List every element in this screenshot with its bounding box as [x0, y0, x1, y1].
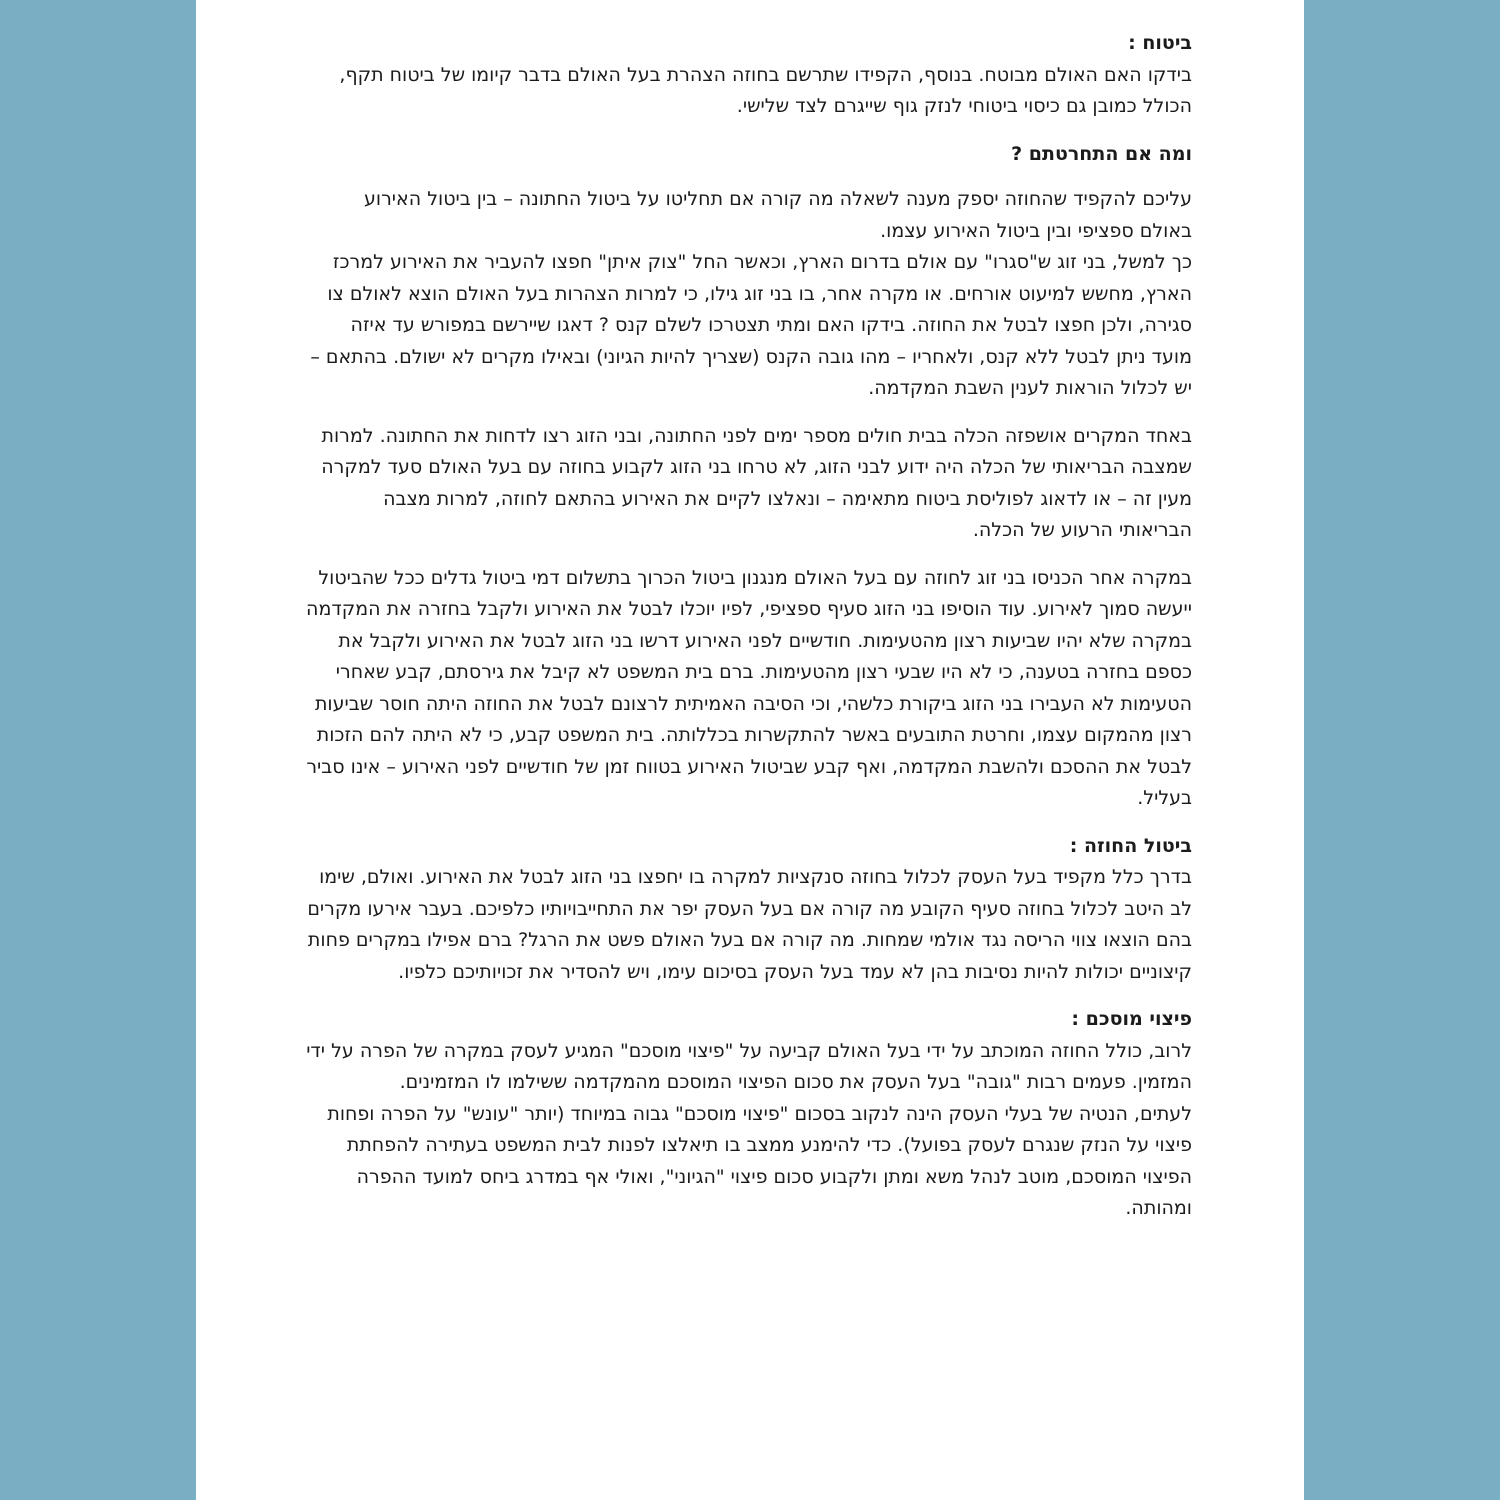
- section-insurance: [306, 28, 1192, 123]
- heading-agreed-compensation: פיצוי מוסכם :: [1071, 1008, 1192, 1030]
- paragraph: כך למשל, בני זוג ש"סגרו" עם אולם בדרום הארץ, וכאשר החל "צוק איתן" חפצו להעביר את האירוע למרכז הארץ, מחשש למיעוט אורחים. או מקרה אחר, בו בני זוג גילו, כי למרות הצהרות בעל האולם הוצא לאולם צו סגירה, ולכן חפצו לבטל את החוזה. בידקו האם ומתי תצטרכו לשלם קנס ? דאגו שיירשם במפורש עד איזה מועד ניתן לבטל ללא קנס, ולאחריו – מהו גובה הקנס (שצריך להיות הגיוני) ובאילו מקרים לא ישולם. בהתאם – יש לכלול הוראות לענין השבת המקדמה.: [310, 251, 1192, 399]
- section-regret: [306, 139, 1192, 815]
- paragraph: לרוב, כולל החוזה המוכתב על ידי בעל האולם קביעה על "פיצוי מוסכם" המגיע לעסק במקרה של הפרה על ידי המזמין. פעמים רבות "גובה" בעל העסק את סכום הפיצוי המוסכם מהמקדמה ששילמו לו המזמינים.: [306, 1039, 1192, 1093]
- document-page: [196, 0, 1304, 1500]
- paragraph: בדרך כלל מקפיד בעל העסק לכלול בחוזה סנקציות למקרה בו יחפצו בני הזוג לבטל את האירוע. ואולם, שימו לב היטב לכלול בחוזה סעיף הקובע מה קורה אם בעל העסק יפר את התחייבויותיו כלפיכם. בעבר אירעו מקרים בהם הוצאו צווי הריסה נגד אולמי שמחות. מה קורה אם בעל האולם פשט את הרגל? ברם אפילו במקרים פחות קיצוניים יכולות להיות נסיבות בהן לא עמד בעל העסק בסיכום עימו, ויש להסדיר את זכויותיכם כלפיו.: [307, 866, 1192, 983]
- paragraph: לעתים, הנטיה של בעלי העסק הינה לנקוב בסכום "פיצוי מוסכם" גבוה במיוחד (יותר "עונש" על הפרה ופחות פיצוי על הנזק שנגרם לעסק בפועל). כדי להימנע ממצב בו תיאלצו לפנות לבית המשפט בעתירה להפחתת הפיצוי המוסכם, מוטב לנהל משא ומתן ולקבוע סכום פיצוי "הגיוני", ואולי אף במדרג ביחס למועד ההפרה ומהותה.: [327, 1102, 1192, 1219]
- paragraph: במקרה אחר הכניסו בני זוג לחוזה עם בעל האולם מנגנון ביטול הכרוך בתשלום דמי ביטול גדלים ככל שהביטול ייעשה סמוך לאירוע. עוד הוסיפו בני הזוג סעיף ספציפי, לפיו יוכלו לבטל את האירוע ולקבל בחזרה את המקדמה במקרה שלא יהיו שביעות רצון מהטעימות. חודשיים לפני האירוע דרשו בני הזוג לבטל את האירוע ולקבל את כספם בחזרה בטענה, כי לא היו שבעי רצון מהטעימות. ברם בית המשפט לא קיבל את גירסתם, קבע שאחרי הטעימות לא העבירו בני הזוג ביקורת כלשהי, וכי הסיבה האמיתית לרצונם לבטל את החוזה היתה חוסר שביעות רצון מהמקום עצמו, וחרטת התובעים באשר להתקשרות בכללותה. בית המשפט קבע, כי לא היתה להם הזכות לבטל את ההסכם ולהשבת המקדמה, ואף קבע שביטול האירוע בטווח זמן של חודשיים לפני האירוע – אינו סביר בעליל.: [306, 566, 1192, 809]
- paragraph: עליכם להקפיד שהחוזה יספק מענה לשאלה מה קורה אם תחליטו על ביטול החתונה – בין ביטול האירוע באולם ספציפי ובין ביטול האירוע עצמו.: [364, 188, 1192, 242]
- section-contract-cancellation: [306, 831, 1192, 989]
- paragraph: באחד המקרים אושפזה הכלה בבית חולים מספר ימים לפני החתונה, ובני הזוג רצו לדחות את החתונה. למרות שמצבה הבריאותי של הכלה היה ידוע לבני הזוג, לא טרחו בני הזוג לקבוע בחוזה עם בעל האולם סעד למקרה מעין זה – או לדאוג לפוליסת ביטוח מתאימה – ונאלצו לקיים את האירוע בהתאם לחוזה, למרות מצבה הבריאותי הרעוע של הכלה.: [321, 424, 1192, 541]
- heading-contract-cancellation: ביטול החוזה :: [1069, 834, 1192, 857]
- heading-regret: ומה אם התחרטתם ?: [1011, 142, 1192, 165]
- section-agreed-compensation: [306, 1004, 1192, 1225]
- paragraph: בידקו האם האולם מבוטח. בנוסף, הקפידו שתרשם בחוזה הצהרת בעל האולם בדבר קיומו של ביטוח תקף, הכולל כמובן גם כיסוי ביטוחי לנזק גוף שייגרם לצד שלישי.: [339, 63, 1192, 117]
- heading-insurance: ביטוח :: [1128, 32, 1192, 54]
